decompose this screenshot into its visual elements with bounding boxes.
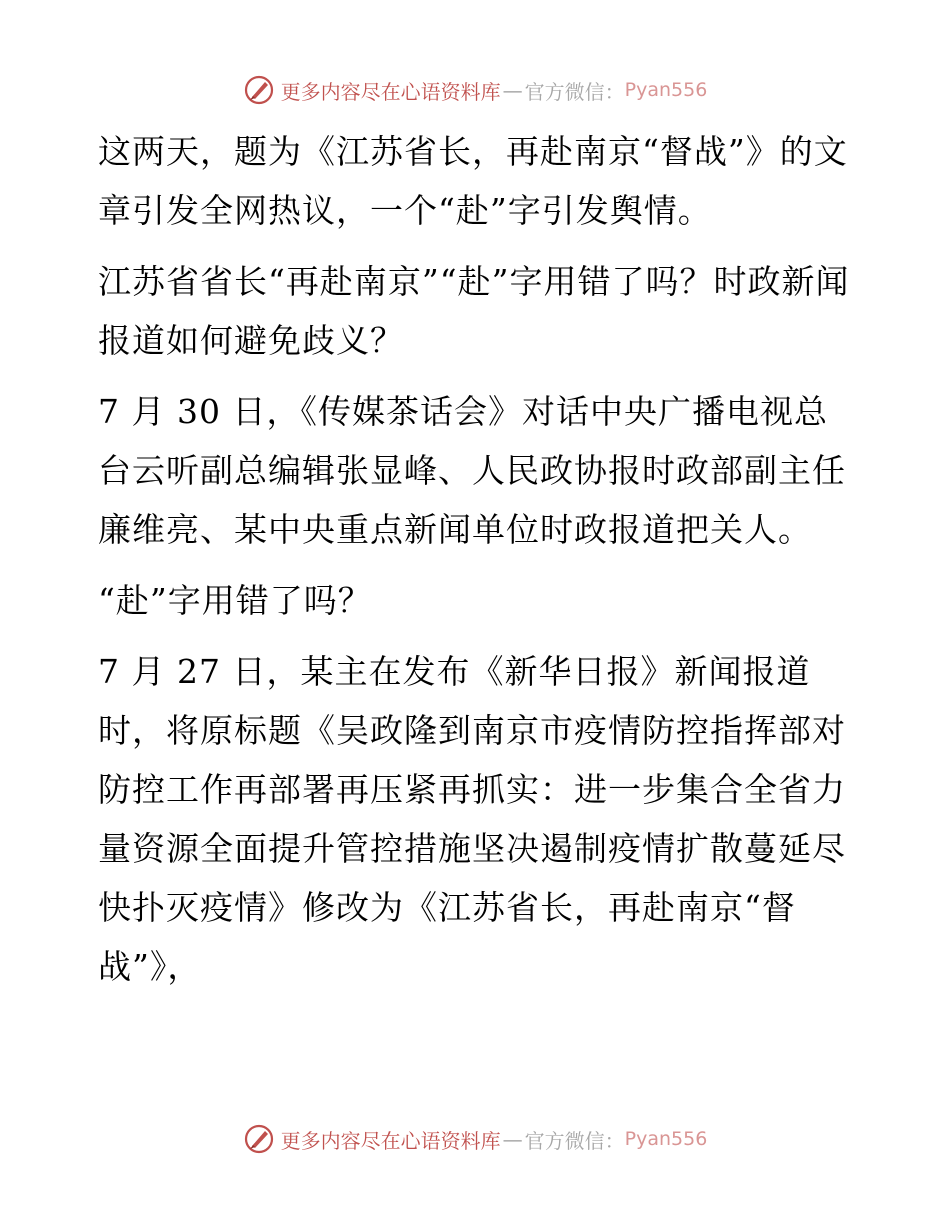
brand-text: 更多内容尽在心语资料库 (280, 1128, 501, 1153)
paragraph-4: “赴”字用错了吗？ (98, 581, 372, 620)
paragraph-1: 这两天，题为《江苏省长，再赴南京“督战”》的文章引发全网热议，一个“赴”字引发舆情。 (98, 132, 848, 230)
paragraph-2: 江苏省省长“再赴南京”“赴”字用错了吗？时政新闻报道如何避免歧义？ (98, 262, 850, 360)
separator: — (502, 78, 523, 102)
footer-watermark (0, 1119, 950, 1159)
wechat-label: 官方微信： (524, 1128, 625, 1153)
wechat-id: Pyan556 (624, 79, 708, 101)
header-watermark (0, 70, 950, 110)
separator: — (502, 1127, 523, 1151)
wechat-label: 官方微信： (524, 79, 625, 104)
quill-pen-logo-icon (243, 1123, 275, 1155)
wechat-id: Pyan556 (624, 1128, 708, 1150)
paragraph-3: 7 月 30 日，《传媒茶话会》对话中央广播电视总台云听副总编辑张显峰、人民政协报时政部副主任廉维亮、某中央重点新闻单位时政报道把关人。 (98, 392, 846, 549)
quill-pen-logo-icon (243, 74, 275, 106)
brand-text: 更多内容尽在心语资料库 (280, 79, 501, 104)
paragraph-5: 7 月 27 日，某主在发布《新华日报》新闻报道时，将原标题《吴政隆到南京市疫情防控指挥部对防控工作再部署再压紧再抓实：进一步集合全省力量资源全面提升管控措施坚决遏制疫情扩散蔓延尽快扑灭疫情》修改为《江苏省长，再赴南京“督战”》， (98, 652, 846, 986)
document-body (98, 122, 850, 1008)
